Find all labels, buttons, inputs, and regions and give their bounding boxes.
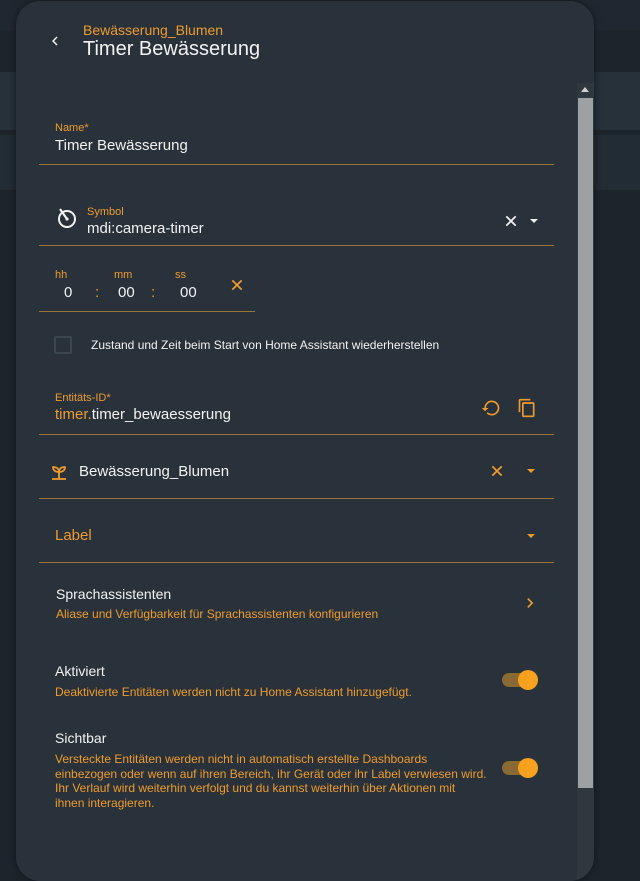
restore-checkbox[interactable]	[54, 336, 72, 354]
entity-id-label: Entitäts-ID*	[55, 392, 111, 404]
enabled-toggle-knob[interactable]	[518, 670, 538, 690]
visible-description-line-2: einbezogen oder wenn auf ihren Bereich, ihr Gerät oder ihr Label verwiesen wird.	[55, 766, 487, 781]
hours-label: hh	[55, 269, 68, 281]
symbol-field-value[interactable]: mdi:camera-timer	[87, 220, 204, 237]
back-button[interactable]	[46, 32, 64, 50]
minutes-input[interactable]: 00	[118, 284, 135, 301]
symbol-field-underline	[39, 245, 554, 246]
name-field-label: Name*	[55, 122, 89, 134]
restore-checkbox-label: Zustand und Zeit beim Start von Home Assistant wiederherstellen	[91, 338, 440, 352]
entity-id-prefix: timer.	[55, 406, 92, 423]
visible-description	[55, 752, 525, 810]
camera-timer-icon	[55, 206, 79, 230]
label-underline	[39, 562, 554, 563]
area-dropdown-icon[interactable]	[523, 463, 539, 479]
entity-id-value[interactable]: timer_bewaesserung	[91, 406, 231, 423]
symbol-field-label: Symbol	[87, 206, 124, 218]
breadcrumb: Bewässerung_Blumen	[83, 22, 224, 38]
visible-description-line-3: Ihr Verlauf wird weiterhin verfolgt und du kannst weiterhin über Aktionen mit	[55, 781, 456, 795]
visible-title: Sichtbar	[55, 730, 107, 746]
hours-input[interactable]: 0	[64, 284, 73, 301]
enabled-description: Deaktivierte Entitäten werden nicht zu Home Assistant hinzugefügt.	[55, 685, 412, 699]
area-underline	[39, 498, 554, 499]
seconds-label: ss	[175, 269, 186, 281]
restore-icon[interactable]	[481, 398, 501, 418]
scrollbar-thumb[interactable]	[578, 98, 593, 788]
scroll-up-arrow-icon[interactable]	[581, 87, 589, 92]
area-clear-icon[interactable]	[489, 463, 505, 479]
label-placeholder: Label	[55, 527, 92, 544]
visible-description-line-4: ihnen interagieren.	[55, 795, 155, 810]
seconds-input[interactable]: 00	[180, 284, 197, 301]
sprout-icon	[47, 459, 71, 483]
separator-2: :	[151, 284, 156, 301]
symbol-clear-icon[interactable]	[503, 213, 519, 229]
content-copy-icon[interactable]	[517, 398, 537, 418]
symbol-dropdown-icon[interactable]	[526, 213, 542, 229]
name-field-underline	[39, 164, 554, 165]
name-field-value[interactable]: Timer Bewässerung	[55, 137, 188, 154]
entity-settings-dialog	[16, 1, 594, 881]
duration-underline	[39, 311, 255, 312]
separator-1: :	[95, 284, 100, 301]
label-dropdown-icon[interactable]	[523, 528, 539, 544]
area-value: Bewässerung_Blumen	[79, 463, 230, 480]
entity-id-value-row	[55, 406, 231, 423]
enabled-title: Aktiviert	[55, 663, 105, 679]
duration-clear-icon[interactable]	[229, 277, 245, 293]
visible-description-line-1: Versteckte Entitäten werden nicht in automatisch erstellte Dashboards	[55, 752, 428, 766]
voice-assistants-title: Sprachassistenten	[56, 586, 172, 602]
minutes-label: mm	[114, 269, 133, 281]
entity-id-underline	[39, 434, 554, 435]
chevron-right-icon[interactable]	[520, 593, 540, 613]
visible-toggle-knob[interactable]	[518, 758, 538, 778]
dialog-title: Timer Bewässerung	[83, 38, 261, 60]
voice-assistants-subtitle: Aliase und Verfügbarkeit für Sprachassistenten konfigurieren	[56, 607, 379, 621]
